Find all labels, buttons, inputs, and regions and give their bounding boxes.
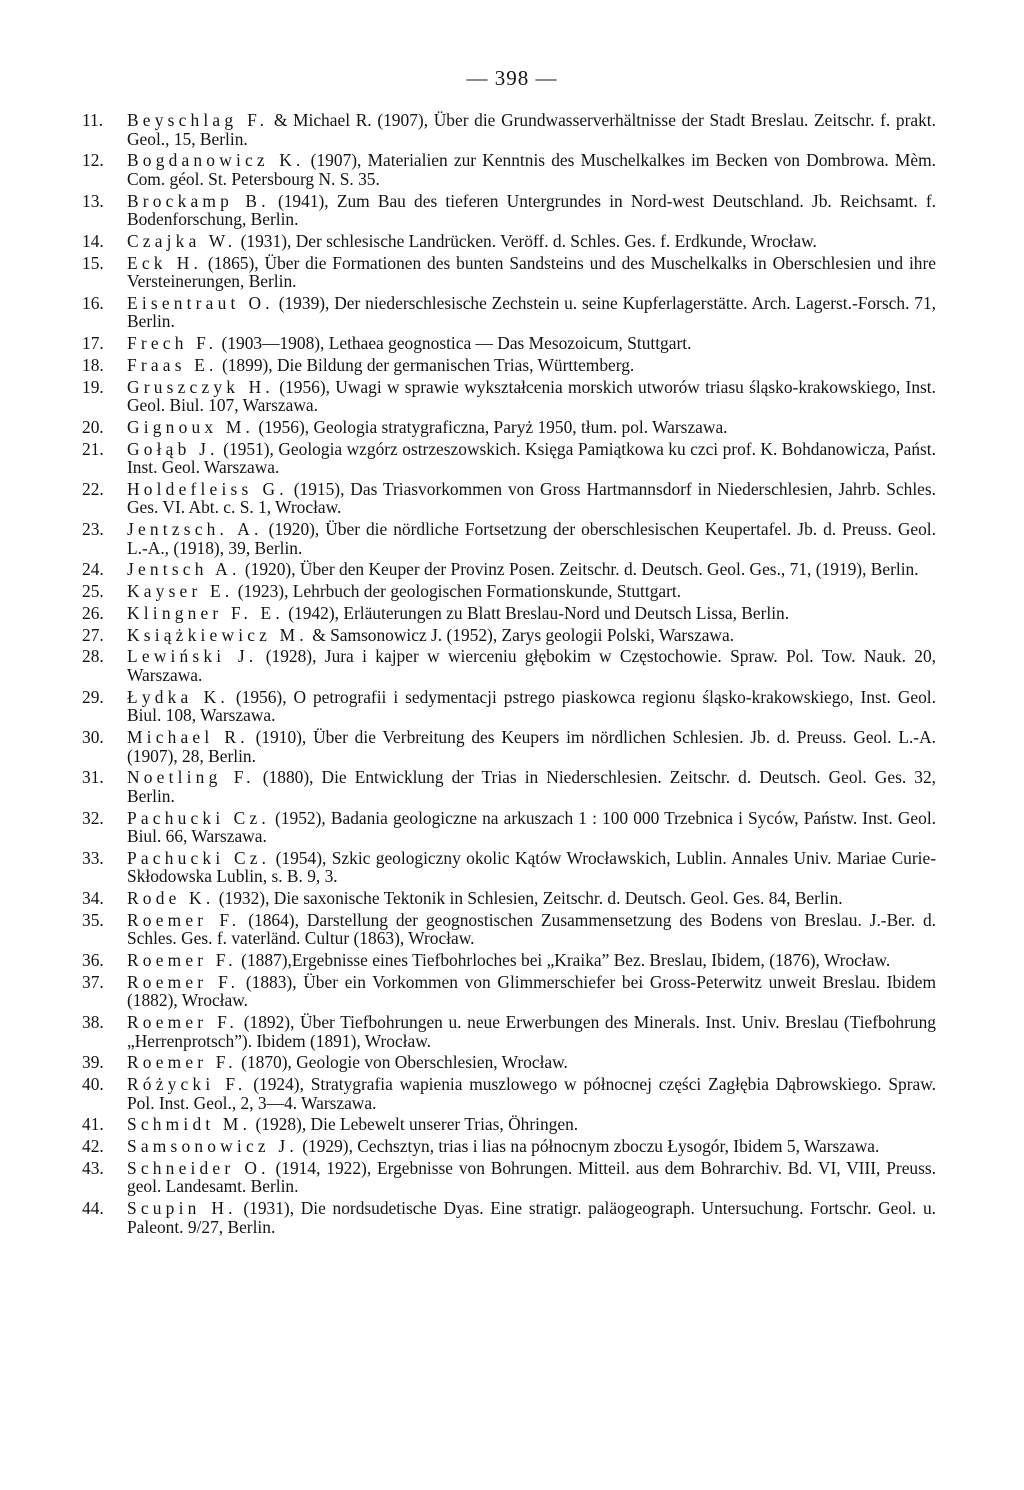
reference-number: 32.: [82, 807, 104, 828]
reference-text: (1952), Badania geologiczne na arkuszach 1 : 100 000 Trzebnica i Syców, Państw. Inst. Geol. Biul. 66, Warszawa.: [127, 807, 936, 847]
reference-author: Pachucki Cz.: [127, 807, 270, 828]
reference-text: (1864), Darstellung der geognostischen Zusammensetzung des Bodens von Breslau. J.-Ber. d. Schles. Ges. f. vaterländ. Cultur (1863), Wrocław.: [127, 909, 936, 949]
reference-author: Roemer F.: [127, 971, 240, 992]
reference-number: 38.: [82, 1012, 104, 1033]
reference-author: Scupin H.: [127, 1198, 237, 1219]
reference-number: 28.: [82, 646, 104, 667]
reference-number: 36.: [82, 950, 104, 971]
reference-number: 33.: [82, 847, 104, 868]
reference-list: [82, 111, 936, 1239]
reference-author: Łydka K.: [127, 686, 229, 707]
reference-text: (1915), Das Triasvorkommen von Gross Hartmannsdorf in Niederschlesien, Jahrb. Schles. Ges. VI. Abt. c. S. 1, Wrocław.: [127, 478, 936, 518]
reference-item: [82, 809, 936, 846]
reference-author: Noetling F.: [127, 767, 255, 788]
reference-author: Rode K.: [127, 888, 215, 909]
reference-item: [82, 728, 936, 765]
reference-number: 37.: [82, 971, 104, 992]
reference-text: (1931), Die nordsudetische Dyas. Eine stratigr. paläogeograph. Untersuchung. Fortschr. Geol. u. Paleont. 9/27, Berlin.: [127, 1198, 936, 1237]
reference-item: [82, 232, 936, 251]
reference-number: 19.: [82, 376, 104, 397]
reference-item: [82, 378, 936, 415]
reference-number: 14.: [82, 230, 104, 251]
reference-number: 34.: [82, 888, 104, 909]
reference-text: (1931), Der schlesische Landrücken. Veröff. d. Schles. Ges. f. Erdkunde, Wrocław.: [236, 230, 817, 251]
reference-author: Fraas E.: [127, 354, 218, 375]
reference-number: 24.: [82, 559, 104, 580]
reference-item: [82, 647, 936, 684]
reference-item: [82, 973, 936, 1010]
reference-text: (1899), Die Bildung der germanischen Trias, Württemberg.: [217, 354, 635, 375]
reference-author: Jentzsch. A.: [127, 519, 263, 540]
reference-text: (1883), Über ein Vorkommen von Glimmerschiefer bei Gross-Peterwitz unweit Breslau. Ibidem (1882), Wrocław.: [127, 971, 937, 1011]
reference-number: 29.: [82, 686, 104, 707]
reference-author: Różycki F.: [127, 1074, 247, 1095]
reference-item: [82, 768, 936, 805]
reference-text: (1920), Über die nördliche Fortsetzung der oberschlesischen Keupertafel. Jb. d. Preuss. Geol. L.-A., (1918), 39, Berlin.: [127, 519, 936, 558]
reference-text: (1865), Über die Formationen des bunten Sandsteins und des Muschelkalks in Oberschlesien und ihre Versteinerungen, Berlin.: [127, 252, 936, 292]
reference-author: Gignoux M.: [127, 416, 255, 437]
reference-number: 39.: [82, 1052, 104, 1073]
reference-text: (1956), Geologia stratygraficzna, Paryż 1950, tłum. pol. Warszawa.: [254, 416, 728, 437]
reference-item: [82, 520, 936, 557]
reference-item: [82, 604, 936, 623]
reference-item: [82, 334, 936, 353]
reference-item: [82, 626, 936, 645]
reference-item: [82, 1199, 936, 1236]
reference-text: (1910), Über die Verbreitung des Keupers im nördlichen Schlesien. Jb. d. Preuss. Geol. L.-A. (1907), 28, Berlin.: [127, 726, 936, 766]
reference-author: Roemer F.: [127, 950, 237, 971]
reference-author: Brockamp B.: [127, 190, 270, 211]
reference-number: 20.: [82, 416, 104, 437]
reference-item: [82, 254, 936, 291]
reference-number: 15.: [82, 252, 104, 273]
reference-author: Kayser E.: [127, 581, 234, 602]
reference-text: (1907), Materialien zur Kenntnis des Muschelkalkes im Becken von Dombrowa. Mèm. Com. géol. St. Petersbourg N. S. 35.: [127, 150, 936, 189]
reference-author: Bogdanowicz K.: [127, 150, 305, 171]
reference-item: [82, 480, 936, 517]
reference-text: (1870), Geologie von Oberschlesien, Wrocław.: [236, 1052, 568, 1073]
reference-number: 25.: [82, 581, 104, 602]
reference-author: Gołąb J.: [127, 438, 219, 459]
reference-author: Schmidt M.: [127, 1114, 252, 1135]
reference-author: Roemer F.: [127, 1052, 237, 1073]
reference-text: (1939), Der niederschlesische Zechstein u. seine Kupferlagerstätte. Arch. Lagerst.-Forsch. 71, Berlin.: [127, 292, 936, 332]
reference-text: (1914, 1922), Ergebnisse von Bohrungen. Mitteil. aus dem Bohrarchiv. Bd. VI, VIII, Preuss. geol. Landesamt. Berlin.: [127, 1157, 936, 1197]
reference-number: 18.: [82, 354, 104, 375]
reference-author: Gruszczyk H.: [127, 376, 274, 397]
reference-author: Lewiński J.: [127, 646, 258, 667]
reference-number: 16.: [82, 292, 104, 313]
reference-text: (1923), Lehrbuch der geologischen Formationskunde, Stuttgart.: [233, 581, 682, 602]
reference-item: [82, 111, 936, 148]
reference-text: (1892), Über Tiefbohrungen u. neue Erwerbungen des Minerals. Inst. Univ. Breslau (Tiefbohrung „Herrenprotsch”). Ibidem (1891), Wrocław.: [127, 1012, 937, 1051]
reference-author: Książkiewicz M.: [127, 624, 308, 645]
reference-author: Frech F.: [127, 333, 218, 354]
reference-text: (1956), O petrografii i sedymentacji pstrego piaskowca regionu śląsko-krakowskiego, Inst. Geol. Biul. 108, Warszawa.: [127, 686, 936, 726]
reference-number: 31.: [82, 767, 104, 788]
reference-author: Eisentraut O.: [127, 292, 274, 313]
reference-item: [82, 356, 936, 375]
reference-item: [82, 1053, 936, 1072]
reference-text: (1924), Stratygrafia wapienia muszlowego w północnej części Zagłębia Dąbrowskiego. Spraw. Pol. Inst. Geol., 2, 3—4. Warszawa.: [127, 1074, 936, 1113]
reference-author: Klingner F. E.: [127, 602, 284, 623]
reference-item: [82, 1159, 936, 1196]
reference-text: (1880), Die Entwicklung der Trias in Niederschlesien. Zeitschr. d. Deutsch. Geol. Ges. 32, Berlin.: [127, 767, 936, 806]
reference-number: 30.: [82, 726, 104, 747]
reference-item: [82, 1115, 936, 1134]
reference-item: [82, 1013, 936, 1050]
reference-number: 41.: [82, 1114, 104, 1135]
reference-text: (1887),Ergebnisse eines Tiefbohrloches bei „Kraika” Bez. Breslau, Ibidem, (1876), Wrocław.: [236, 950, 891, 971]
reference-number: 12.: [82, 150, 104, 171]
reference-text: (1920), Über den Keuper der Provinz Posen. Zeitschr. d. Deutsch. Geol. Ges., 71, (1919), Berlin.: [240, 559, 919, 580]
reference-item: [82, 192, 936, 229]
reference-item: [82, 151, 936, 188]
reference-number: 21.: [82, 438, 104, 459]
reference-number: 27.: [82, 624, 104, 645]
reference-text: (1928), Die Lebewelt unserer Trias, Öhringen.: [251, 1114, 579, 1135]
reference-text: & Samsonowicz J. (1952), Zarys geologii Polski, Warszawa.: [307, 624, 735, 645]
reference-author: Roemer F.: [127, 1012, 239, 1033]
reference-item: [82, 889, 936, 908]
reference-number: 44.: [82, 1198, 104, 1219]
reference-number: 35.: [82, 909, 104, 930]
reference-number: 42.: [82, 1136, 104, 1157]
reference-text: (1903—1908), Lethaea geognostica — Das Mesozoicum, Stuttgart.: [217, 333, 692, 354]
reference-item: [82, 688, 936, 725]
reference-author: Czajka W.: [127, 230, 237, 251]
reference-text: (1954), Szkic geologiczny okolic Kątów Wrocławskich, Lublin. Annales Univ. Mariae Curie-Skłodowska Lublin, s. B. 9, 3.: [127, 847, 936, 887]
reference-number: 43.: [82, 1157, 104, 1178]
reference-item: [82, 418, 936, 437]
reference-item: [82, 294, 936, 331]
reference-text: & Michael R. (1907), Über die Grundwasserverhältnisse der Stadt Breslau. Zeitschr. f. prakt. Geol., 15, Berlin.: [127, 110, 936, 149]
reference-number: 22.: [82, 478, 104, 499]
reference-text: (1932), Die saxonische Tektonik in Schlesien, Zeitschr. d. Deutsch. Geol. Ges. 84, Berlin.: [214, 888, 843, 909]
reference-author: Beyschlag F.: [127, 110, 269, 130]
reference-author: Eck H.: [127, 252, 203, 273]
reference-author: Schneider O.: [127, 1157, 270, 1178]
page-number: — 398 —: [466, 66, 558, 90]
reference-author: Michael R.: [127, 726, 249, 747]
reference-author: Samsonowicz J.: [127, 1136, 298, 1157]
reference-text: (1951), Geologia wzgórz ostrzeszowskich. Księga Pamiątkowa ku czci prof. K. Bohdanowicza, Państ. Inst. Geol. Warszawa.: [127, 438, 936, 478]
reference-text: (1928), Jura i kajper w wierceniu głębokim w Częstochowie. Spraw. Pol. Tow. Nauk. 20, Warszawa.: [127, 646, 936, 685]
reference-text: (1956), Uwagi w sprawie wykształcenia morskich utworów triasu śląsko-krakowskiego, Inst. Geol. Biul. 107, Warszawa.: [127, 376, 936, 416]
reference-number: 13.: [82, 190, 104, 211]
reference-author: Roemer F.: [127, 909, 241, 930]
reference-item: [82, 849, 936, 886]
reference-number: 11.: [82, 110, 104, 130]
reference-item: [82, 440, 936, 477]
reference-author: Pachucki Cz.: [127, 847, 271, 868]
reference-number: 26.: [82, 602, 104, 623]
reference-item: [82, 1137, 936, 1156]
reference-item: [82, 560, 936, 579]
reference-item: [82, 582, 936, 601]
reference-item: [82, 911, 936, 948]
reference-number: 40.: [82, 1074, 104, 1095]
reference-text: (1942), Erläuterungen zu Blatt Breslau-Nord und Deutsch Lissa, Berlin.: [283, 602, 790, 623]
reference-text: (1941), Zum Bau des tieferen Untergrundes in Nord-west Deutschland. Jb. Reichsamt. f. Bodenforschung, Berlin.: [127, 190, 936, 230]
reference-number: 17.: [82, 333, 104, 354]
reference-number: 23.: [82, 519, 104, 540]
reference-item: [82, 1075, 936, 1112]
reference-text: (1929), Cechsztyn, trias i lias na północnym zboczu Łysogór, Ibidem 5, Warszawa.: [297, 1136, 880, 1157]
reference-item: [82, 951, 936, 970]
reference-author: Jentsch A.: [127, 559, 241, 580]
reference-author: Holdefleiss G.: [127, 478, 288, 499]
